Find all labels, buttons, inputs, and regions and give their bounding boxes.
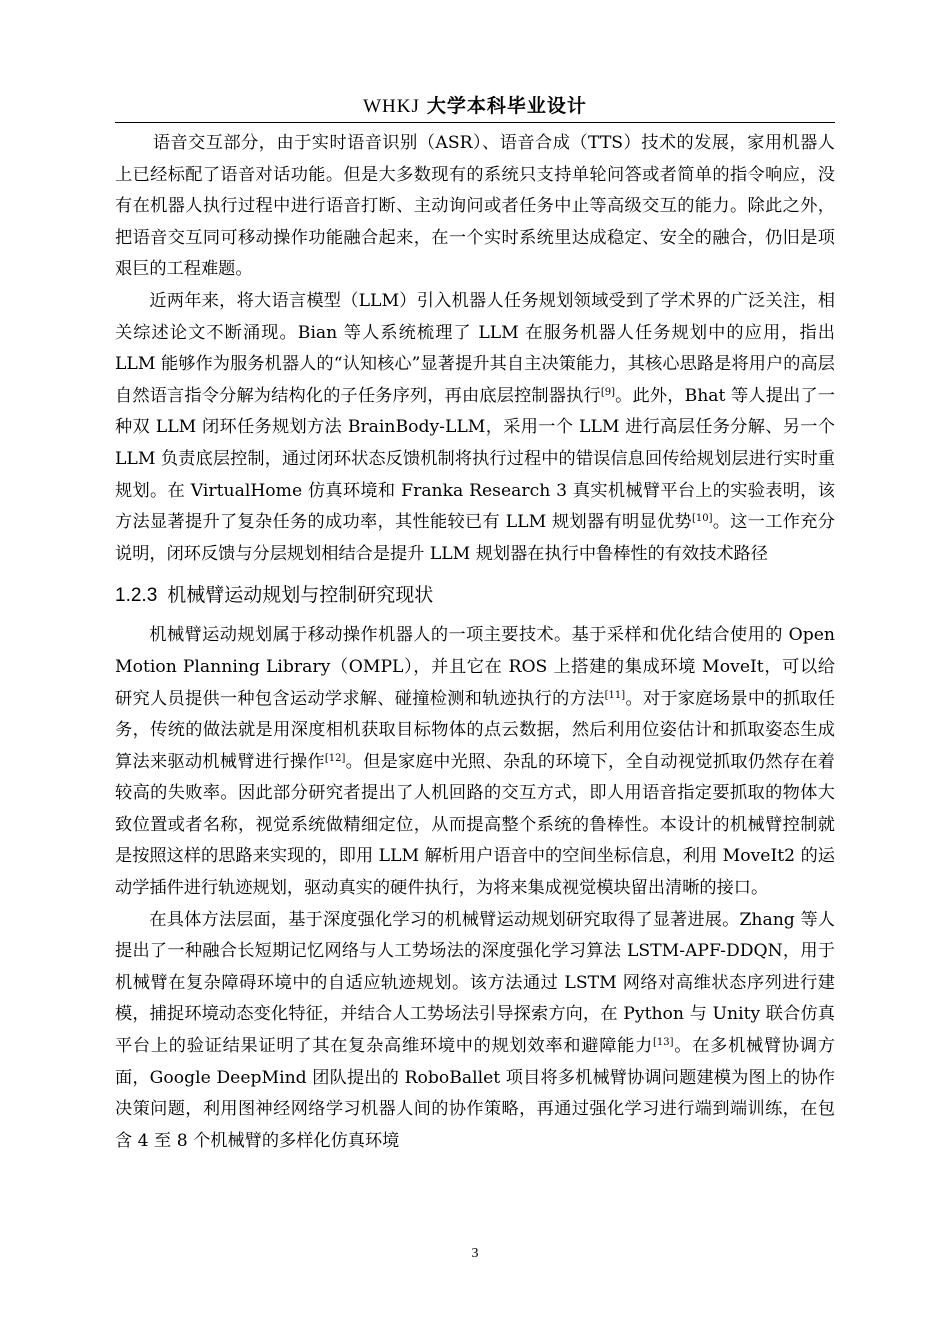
section-number: 1.2.3 — [115, 585, 158, 607]
paragraph-text: 。在多机械臂协调方面，Google DeepMind 团队提出的 RoboBallet 项目将多机械臂协调问题建模为图上的协作决策问题，利用图神经网络学习机器人间的协作策略，再通过强化学习进行端到端训练，在包含 4 至 8 个机械臂的多样化仿真环境 — [115, 1036, 835, 1151]
paragraph-text: 。此外，Bhat 等人提出了一种双 LLM 闭环任务规划方法 BrainBody-LLM，采用一个 LLM 进行高层任务分解、另一个 LLM 负责底层控制，通过闭环状态反馈机制将执行过程中的错误信息回传给规划层进行实时重规划。在 VirtualHome 仿真环境和 Franka Research 3 真实机械臂平台上的实验表明，该方法显著提升了复杂任务的成功率，其性能较已有 LLM 规划器有明显优势 — [115, 385, 835, 533]
paragraph-text: 。但是家庭中光照、杂乱的环境下，全自动视觉抓取仍然存在着较高的失败率。因此部分研究者提出了人机回路的交互方式，即人用语音指定要抓取的物体大致位置或者名称，视觉系统做精细定位，从而提高整个系统的鲁棒性。本设计的机械臂控制就是按照这样的思路来实现的，即用 LLM 解析用户语音中的空间坐标信息，利用 MoveIt2 的运动学插件进行轨迹规划，驱动真实的硬件执行，为将来集成视觉模块留出清晰的接口。 — [115, 751, 835, 899]
citation: [12] — [324, 752, 346, 764]
citation: [9] — [600, 386, 615, 398]
paragraph-voice-interaction — [115, 128, 835, 286]
section-title: 机械臂运动规划与控制研究现状 — [167, 584, 434, 607]
paragraph-llm-planning — [115, 286, 835, 570]
header-school: WHKJ — [363, 96, 420, 117]
paragraph-text: 。对于家庭场景中的抓取任务，传统的做法就是用深度相机获取目标物体的点云数据，然后利用位姿估计和抓取姿态生成算法来驱动机械臂进行操作 — [115, 688, 835, 772]
section-heading — [115, 575, 835, 616]
citation: [13] — [653, 1037, 674, 1049]
page-body — [115, 128, 835, 1157]
header-title: 大学本科毕业设计 — [426, 95, 587, 117]
paragraph-arm-planning — [115, 620, 835, 904]
citation: [11] — [604, 689, 626, 701]
paragraph-text: 近两年来，将大语言模型（LLM）引入机器人任务规划领域受到了学术界的广泛关注，相关综述论文不断涌现。Bian 等人系统梳理了 LLM 在服务机器人任务规划中的应用，指出 LLM 能够作为服务机器人的“认知核心”显著提升其自主决策能力，其核心思路是将用户的高层自然语言指令分解为结构化的子任务序列，再由底层控制器执行 — [115, 290, 835, 406]
paragraph-drl-planning — [115, 905, 835, 1158]
page-number: 3 — [471, 1246, 479, 1261]
page-header — [115, 92, 835, 123]
paragraph-text: 机械臂运动规划属于移动操作机器人的一项主要技术。基于采样和优化结合使用的 Open Motion Planning Library（OMPL），并且它在 ROS 上搭建的集成环境 MoveIt，可以给研究人员提供一种包含运动学求解、碰撞检测和轨迹执行的方法 — [115, 625, 835, 709]
paragraph-text: 。这一工作充分说明，闭环反馈与分层规划相结合是提升 LLM 规划器在执行中鲁棒性的有效技术路径 — [115, 512, 835, 564]
paragraph-text: 语音交互部分，由于实时语音识别（ASR）、语音合成（TTS）技术的发展，家用机器人上已经标配了语音对话功能。但是大多数现有的系统只支持单轮问答或者简单的指令响应，没有在机器人执行过程中进行语音打断、主动询问或者任务中止等高级交互的能力。除此之外，把语音交互同可移动操作功能融合起来，在一个实时系统里达成稳定、安全的融合，仍旧是项艰巨的工程难题。 — [115, 133, 835, 280]
paragraph-text: 在具体方法层面，基于深度强化学习的机械臂运动规划研究取得了显著进展。Zhang 等人提出了一种融合长短期记忆网络与人工势场法的深度强化学习算法 LSTM-APF-DDQN，用于机械臂在复杂障碍环境中的自适应轨迹规划。该方法通过 LSTM 网络对高维状态序列进行建模，捕捉环境动态变化特征，并结合人工势场法引导探索方向，在 Python 与 Unity 联合仿真平台上的验证结果证明了其在复杂高维环境中的规划效率和避障能力 — [115, 909, 835, 1057]
citation: [10] — [691, 513, 713, 525]
